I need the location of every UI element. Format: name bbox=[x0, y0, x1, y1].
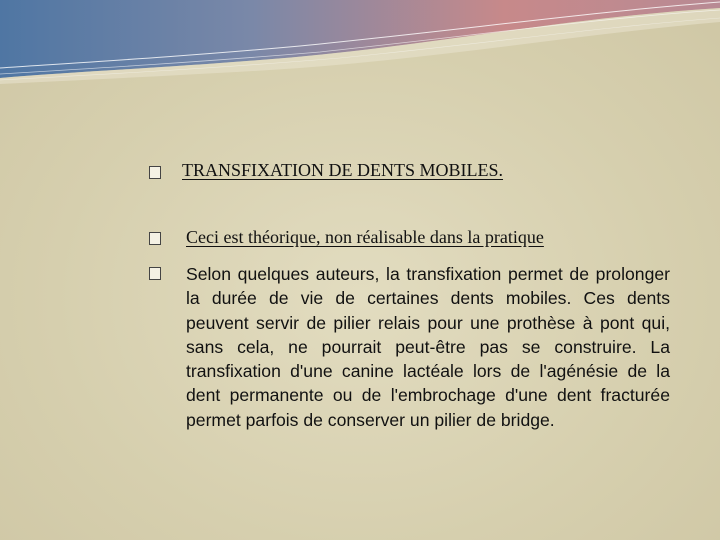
bullet-description-paragraph: Selon quelques auteurs, la transfixation permet de prolonger la durée de vie de certaines dents mobiles. Ces dents peuvent servir de pilier relais pour une prothèse à pont qui, sans cela, ne pourrait peut-être pas se construire. La transfixation d'une canine lactéale lors de l'agénésie de la dent permanente ou de l'embrochage d'une dent fracturée permet parfois de conserver un pilier de bridge. bbox=[186, 264, 670, 430]
bullet-icon bbox=[149, 265, 161, 284]
bullet-icon bbox=[149, 230, 161, 249]
box-bullet-icon bbox=[149, 232, 161, 245]
slide-heading: TRANSFIXATION DE DENTS MOBILES. bbox=[182, 160, 504, 180]
bullet-theory-text: Ceci est théorique, non réalisable dans la pratique bbox=[186, 227, 544, 247]
header-wave-band bbox=[0, 0, 720, 90]
bullet-icon bbox=[149, 164, 161, 183]
box-bullet-icon bbox=[149, 166, 161, 179]
box-bullet-icon bbox=[149, 267, 161, 280]
